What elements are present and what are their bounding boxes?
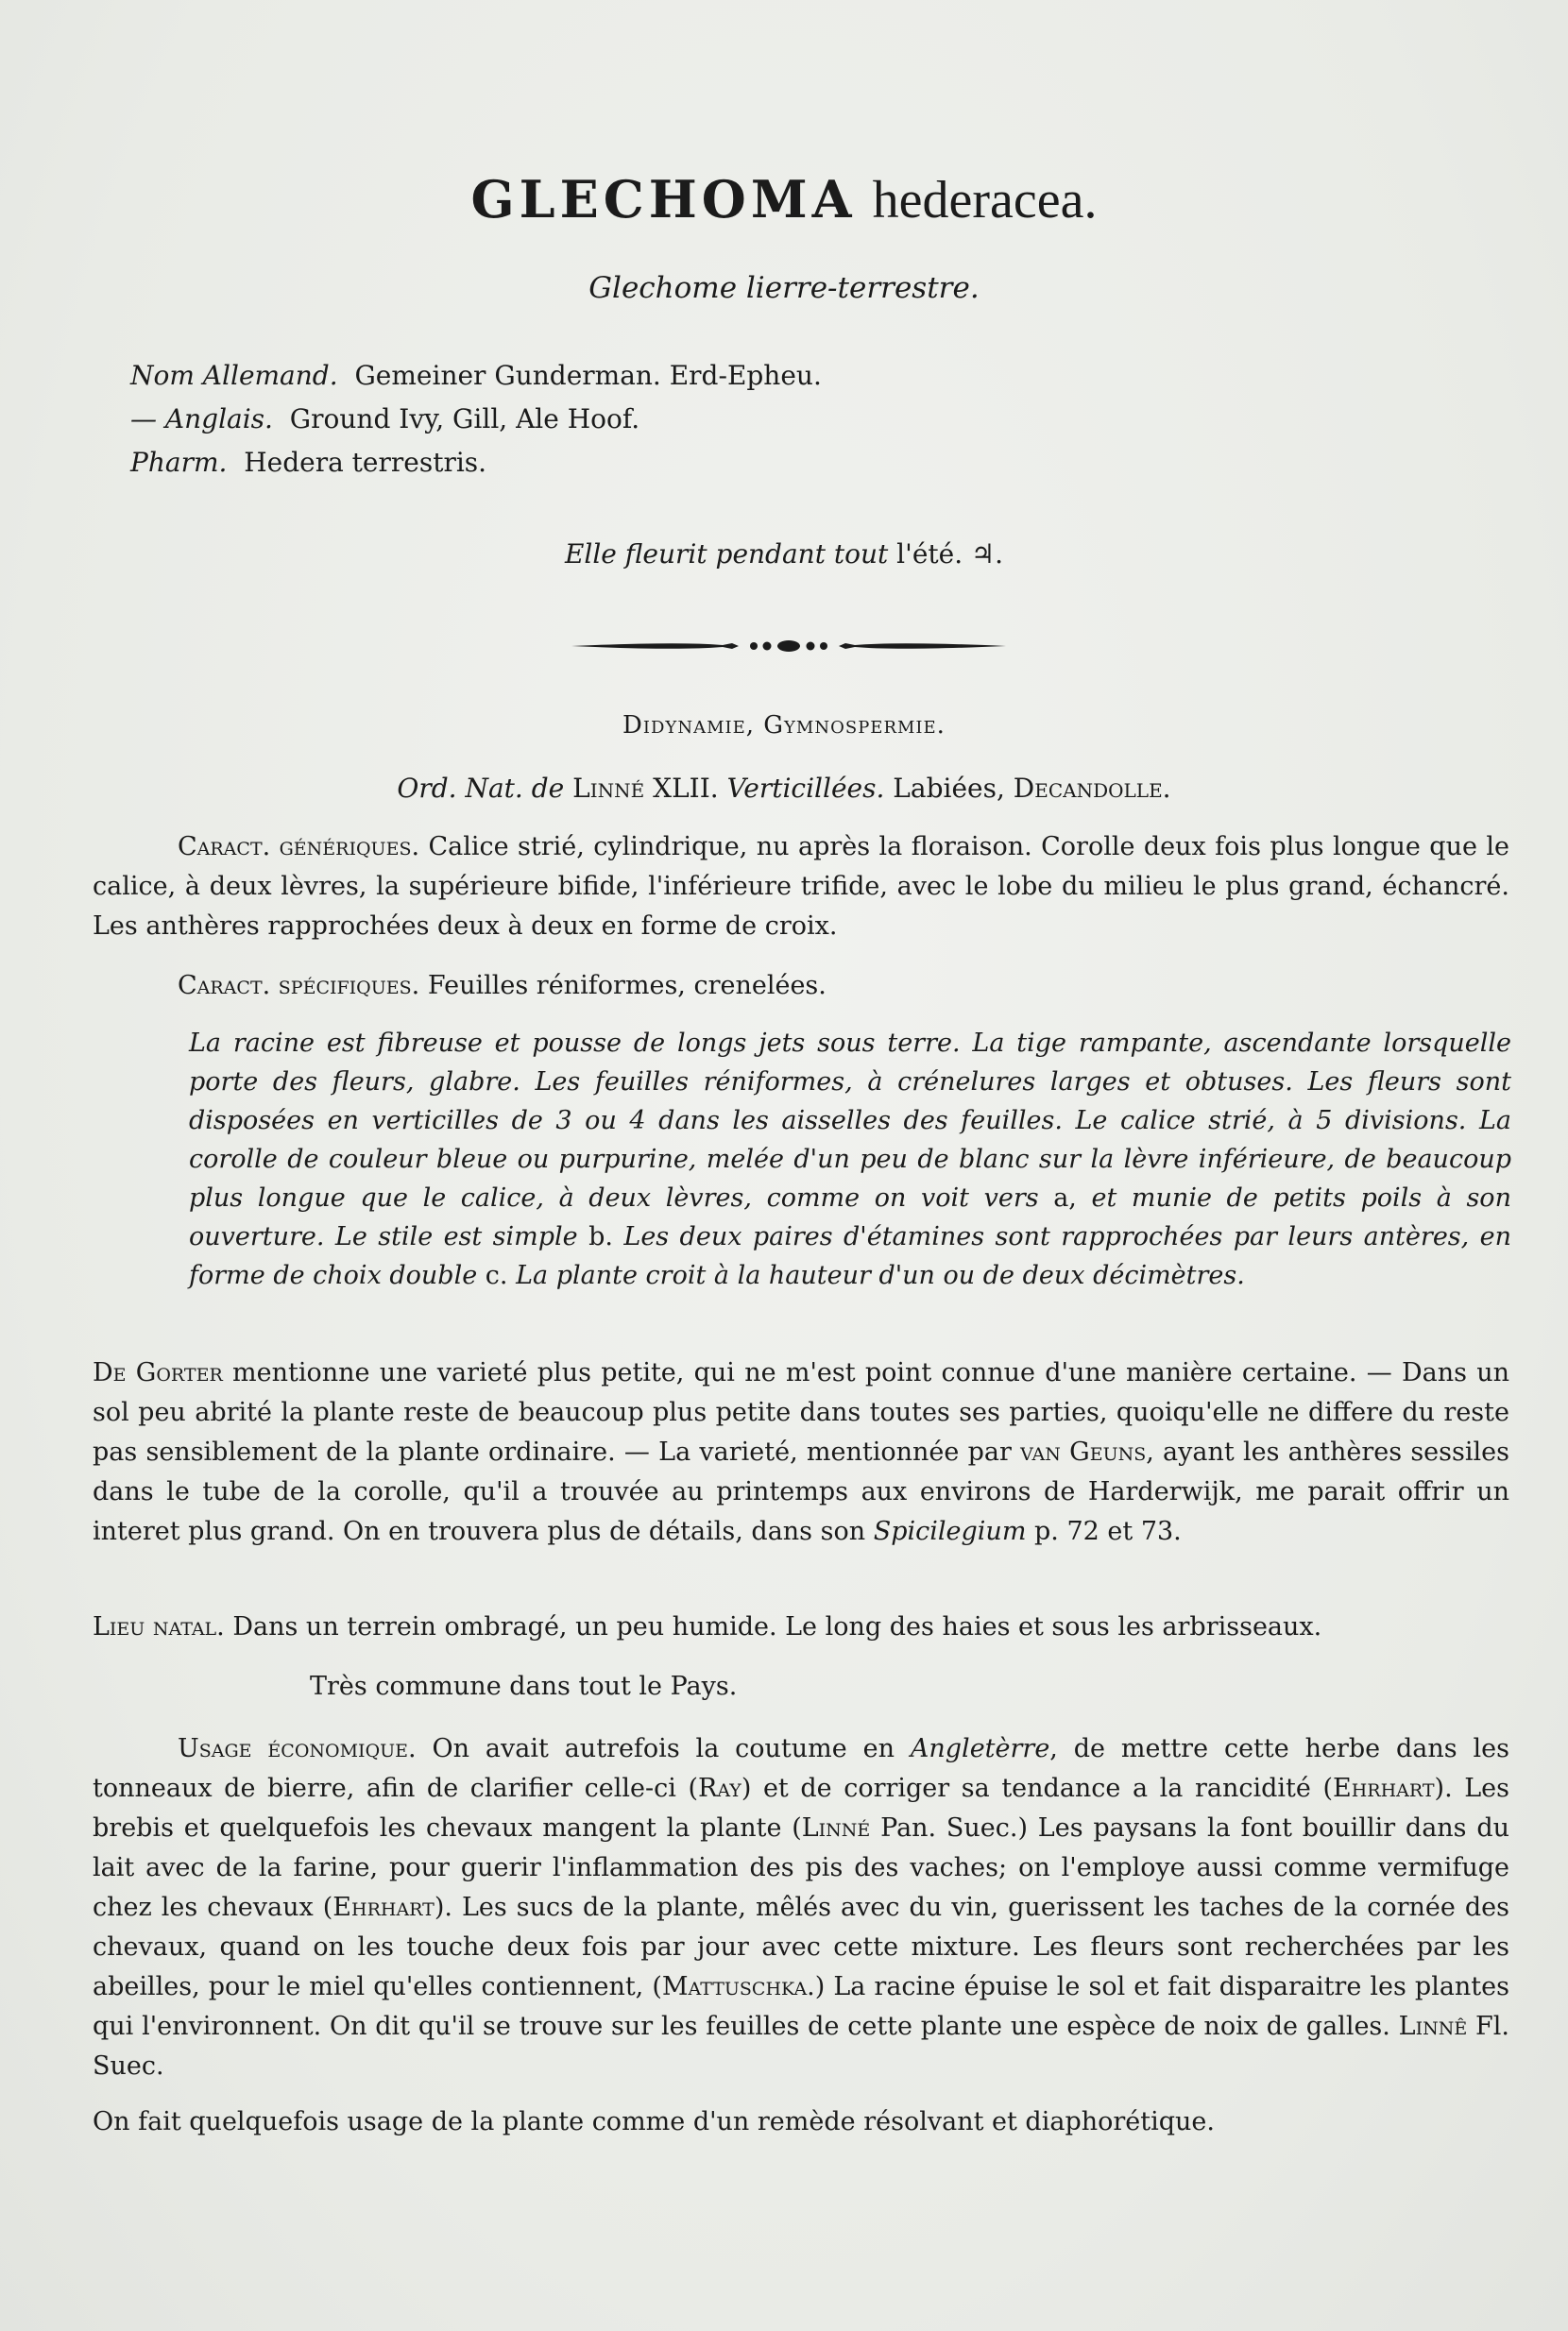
section-text: ). Les brebis et quelquefois les chevaux mangent la plante (	[93, 1774, 1509, 1843]
section-text: On avait autrefois la coutume en	[432, 1734, 895, 1763]
flowering-text: Elle fleurit pendant tout	[564, 538, 889, 570]
figure-ref-a: a,	[1053, 1183, 1077, 1213]
work-title: Spicilegium	[873, 1517, 1027, 1546]
description-text: La racine est fibreuse et pousse de longs jets sous terre. La tige rampante, ascendante lorsquelle porte des fleurs, glabre. Les feuilles réniformes, à crénelures larges et obtuses. Les fleurs sont disposées en verticilles de 3 ou 4 dans les aisselles des feuilles. Le calice strié, à 5 divisions. La corolle de couleur bleue ou purpurine, melée d'un peu de blanc sur la lèvre inférieure, de beaucoup plus longue que le calice, à deux lèvres, comme on voit vers	[189, 1029, 1511, 1213]
name-label: — Anglais.	[130, 403, 273, 434]
name-value: Gemeiner Gunderman. Erd-Epheu.	[354, 360, 822, 391]
paragraph-text: p. 72 et 73.	[1034, 1517, 1182, 1546]
author-ray: Ray	[698, 1774, 741, 1803]
section-text: Fl. Suec.	[93, 2012, 1509, 2081]
french-name: Glechome lierre-terrestre.	[588, 271, 980, 305]
generic-characters	[93, 827, 1509, 946]
page-title	[0, 166, 1568, 233]
section-heading: Lieu natal.	[93, 1612, 225, 1642]
name-value: Hedera terrestris.	[244, 447, 487, 478]
section-heading: Caract. spécifiques.	[178, 971, 420, 1000]
habitat-note: Très commune dans tout le Pays.	[310, 1672, 738, 1701]
name-row-german	[130, 354, 822, 398]
plant-description	[189, 1024, 1511, 1295]
author-linne: Linné	[801, 1813, 871, 1843]
description-text: La plante croit à la hauteur d'un ou de deux décimètres.	[516, 1261, 1245, 1290]
author-ehrhart: Ehrhart	[332, 1893, 435, 1922]
section-text: Dans un terrein ombragé, un peu humide. Le long des haies et sous les arbrisseaux.	[232, 1612, 1322, 1642]
ornament-divider	[567, 631, 1011, 661]
author-van-geuns: van Geuns,	[1020, 1438, 1154, 1467]
author-gorter: De Gorter	[93, 1358, 223, 1387]
section-text: ) et de corriger sa tendance a la rancidité (	[741, 1774, 1333, 1803]
order-prefix: Ord. Nat. de	[397, 773, 565, 804]
section-text: , de mettre cette herbe dans les tonneaux de bierre, afin de clarifier celle-ci (	[93, 1734, 1509, 1803]
section-text: Feuilles réniformes, crenelées.	[427, 971, 827, 1000]
section-text: ) La racine épuise le sol et fait disparaitre les plantes qui l'environnent. On dit qu'il se trouve sur les feuilles de cette plante une espèce de noix de galles.	[93, 1972, 1509, 2041]
author-ehrhart: Ehrhart	[1333, 1774, 1435, 1803]
specific-characters	[93, 966, 1509, 1006]
author-mattuschka: Mattuschka.	[661, 1972, 815, 2001]
flowering-period	[0, 538, 1568, 570]
order-number: XLII.	[653, 773, 719, 804]
paragraph-text: mentionne une varieté plus petite, qui ne m'est point connue d'une manière certaine. — Dans un sol peu abrité la plante reste de beaucoup plus petite dans toutes ses parties, quoiqu'elle ne differe du reste pas sensiblement de la plante ordinaire. — La varieté, mentionnée par	[93, 1358, 1509, 1467]
name-label: Nom Allemand.	[130, 360, 338, 391]
author-linne: Linné	[572, 773, 645, 804]
name-value: Ground Ivy, Gill, Ale Hoof.	[289, 403, 640, 434]
perennial-symbol: ♃.	[971, 538, 1004, 570]
section-text: ). Les sucs de la plante, mêlés avec du vin, guerissent les taches de la cornée des chevaux, quand on les touche deux fois par jour avec cette mixture. Les fleurs sont recherchées par les abeilles, pour le miel qu'elles contiennent, (	[93, 1893, 1510, 2001]
name-row-english	[130, 398, 822, 441]
common-names	[130, 354, 822, 485]
habitat-section	[93, 1608, 1509, 1647]
paragraph-text: ayant les anthères sessiles dans le tube de la corolle, qu'il a trouvée au printemps aux environs de Harderwijk, me parait offrir un interet plus grand. On en trouvera plus de détails, dans son	[93, 1438, 1509, 1546]
section-heading: Caract. génériques.	[178, 832, 420, 861]
name-row-pharm	[130, 441, 822, 485]
section-text: Calice strié, cylindrique, nu après la floraison. Corolle deux fois plus longue que le calice, à deux lèvres, la supérieure bifide, l'inférieure trifide, avec le lobe du milieu le plus grand, échancré. Les anthères rapprochées deux à deux en forme de croix.	[93, 832, 1509, 941]
natural-order	[0, 773, 1568, 804]
order-labiees: Labiées,	[893, 773, 1005, 804]
genus-name: GLECHOMA	[470, 169, 857, 230]
author-linne: Linnê	[1398, 2012, 1468, 2041]
flowering-season: l'été.	[896, 538, 963, 570]
linnaean-class: Didynamie, Gymnospermie.	[622, 711, 946, 740]
medicinal-use-paragraph: On fait quelquefois usage de la plante comme d'un remède résolvant et diaphorétique.	[93, 2107, 1215, 2136]
figure-ref-c: c.	[485, 1261, 508, 1290]
figure-ref-b: b.	[588, 1222, 613, 1251]
author-decandolle: Decandolle.	[1013, 773, 1171, 804]
species-name: hederacea.	[872, 171, 1098, 230]
section-heading: Usage économique.	[178, 1734, 417, 1763]
order-verticillees: Verticillées.	[726, 773, 885, 804]
place-name: Angletèrre	[910, 1734, 1050, 1763]
description-text: Les deux paires d'étamines sont rapprochées par leurs antères, en forme de choix double	[189, 1222, 1512, 1290]
economic-use-section	[93, 1729, 1509, 2086]
varieties-paragraph	[93, 1353, 1509, 1552]
name-label: Pharm.	[130, 447, 228, 478]
section-text: Pan. Suec.) Les paysans la font bouillir dans du lait avec de la farine, pour guerir l'inflammation des pis des vaches; on l'employe aussi comme vermifuge chez les chevaux (	[93, 1813, 1509, 1922]
description-text: et munie de petits poils à son ouverture. Le stile est simple	[189, 1183, 1511, 1251]
